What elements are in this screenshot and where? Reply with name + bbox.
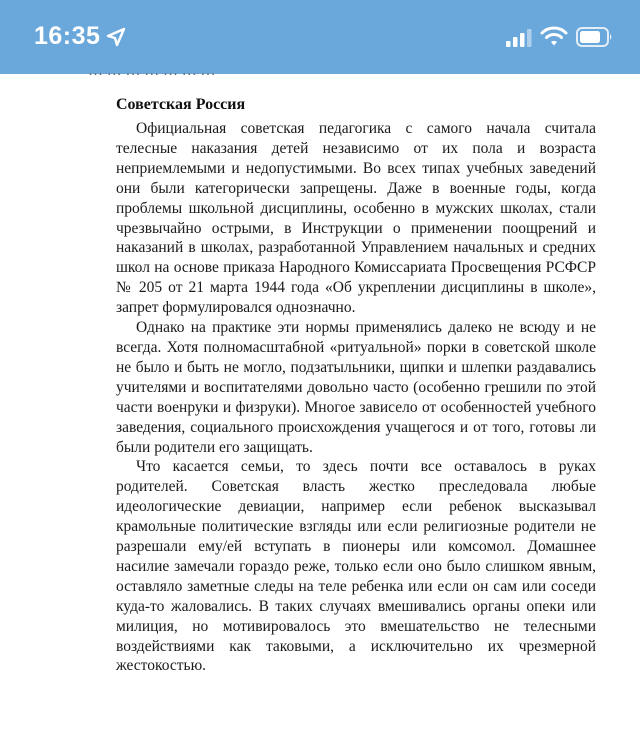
- section-heading: Советская Россия: [116, 96, 246, 113]
- signal-bars-icon: [505, 28, 533, 48]
- paragraph-2: Однако на практике эти нормы применялись далеко не всюду и не всегда. Хотя полномасштабной «ритуальной» порки в советской школе не было и быть не могло, подзатыльники, щипки и шлепки раздавались учителями и воспитателями довольно часто (особенно грешили по этой части военруки и физруки). Многое зависело от особенностей учебного заведения, социального происхождения учащегося и от того, готовы ли были родители его защищать.: [116, 319, 596, 456]
- location-arrow-icon: [106, 27, 126, 47]
- paragraph-1: Официальная советская педагогика с самого начала считала телесные наказания детей независимо от их пола и возраста неприемлемыми и недопустимыми. Во всех типах учебных заведений они были категорически запрещены. Даже в военные годы, когда проблемы школьной дисциплины, особенно в мужских школах, стали чрезвычайно острыми, в Инструкции о применении поощрений и наказаний в школах, разработанной Управлением начальных и средних школ на основе приказа Народного Комиссариата Просвещения РСФСР № 205 от 21 марта 1944 года «Об укреплении дисциплины в школе», запрет формулировался однозначно.: [116, 120, 596, 317]
- battery-icon: [576, 26, 614, 48]
- wifi-icon: [540, 25, 568, 47]
- body-text: [116, 119, 596, 676]
- paragraph-3: Что касается семьи, то здесь почти все оставалось в руках родителей. Советская власть жестко преследовала любые идеологические девиации, например если ребенок высказывал крамольные политические взгляды или если религиозные родители не разрешали ему/ей вступать в пионеры или комсомол. Домашнее насилие замечали гораздо реже, только если оно было слишком явным, оставляло заметные следы на теле ребенка или если он сам или соседи куда-то жаловались. В таких случаях вмешивались органы опеки или милиция, но мотивировалось это вмешательство не телесными воздействиями как таковыми, а исключительно их чрезмерной жестокостью.: [116, 458, 596, 675]
- status-time: 16:35: [34, 22, 101, 50]
- cut-top-line: … … … … … … …: [88, 63, 216, 79]
- document-page: [0, 63, 640, 750]
